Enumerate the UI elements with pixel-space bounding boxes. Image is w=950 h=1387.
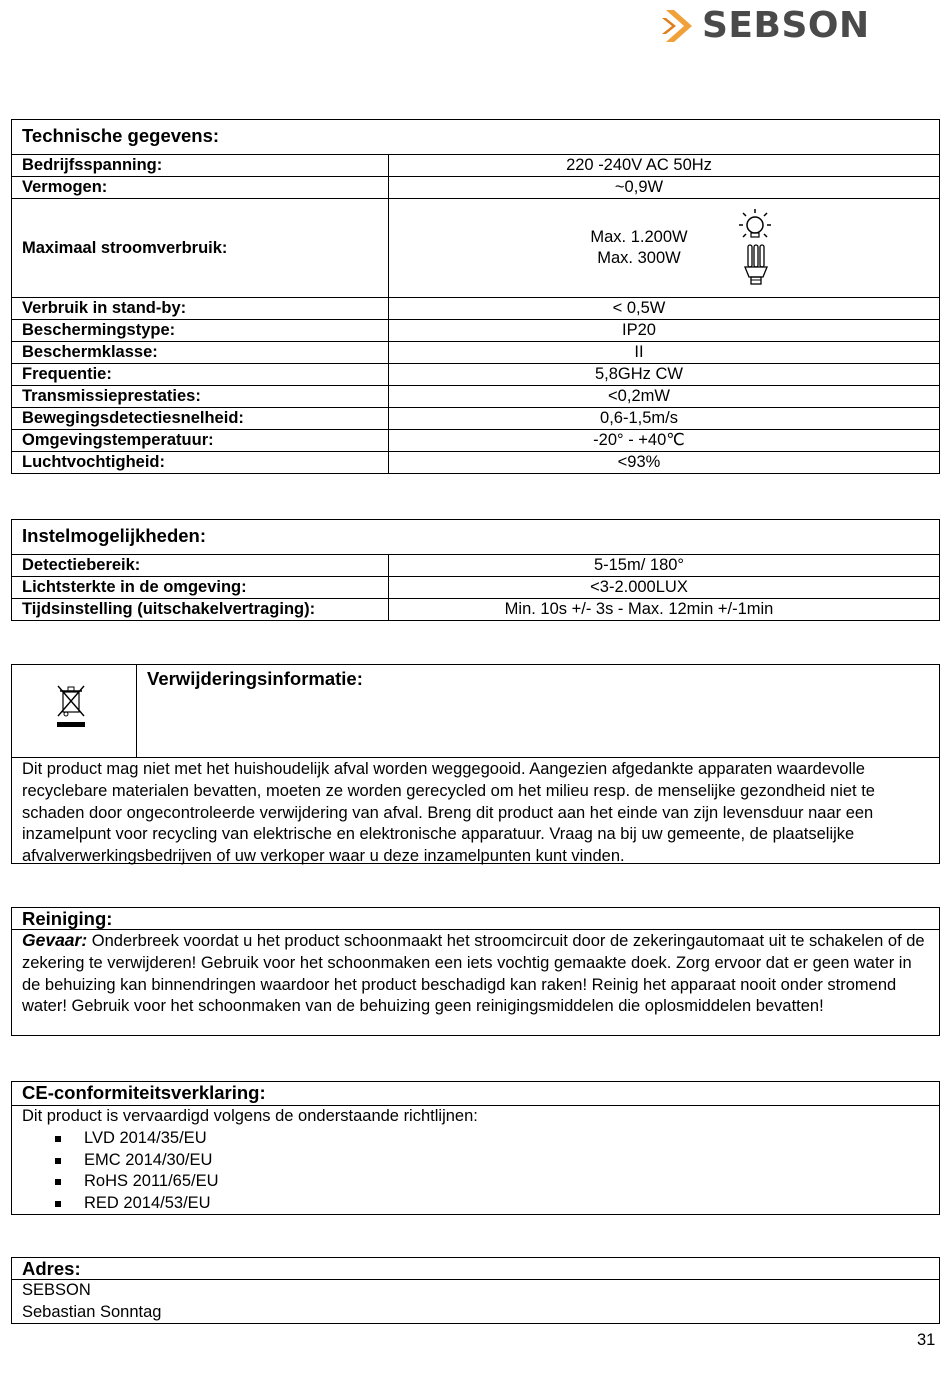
- setting-value: 5-15m/ 180°: [389, 555, 940, 577]
- ce-box: [11, 1081, 940, 1215]
- table-row: [12, 364, 940, 386]
- disposal-divider: [12, 757, 939, 758]
- cleaning-warning-label: Gevaar:: [22, 930, 88, 950]
- table-row-max-consumption: [12, 199, 940, 298]
- technical-title: Technische gegevens:: [22, 125, 220, 146]
- cleaning-paragraph: [12, 930, 939, 1018]
- ce-title: CE-conformiteitsverklaring:: [22, 1082, 266, 1103]
- table-row: [12, 386, 940, 408]
- technical-title-box: [11, 119, 940, 154]
- spec-value: IP20: [389, 320, 940, 342]
- list-item: RoHS 2011/65/EU: [53, 1171, 939, 1193]
- list-item: LVD 2014/35/EU: [53, 1128, 939, 1150]
- setting-label: Tijdsinstelling (uitschakelvertraging):: [12, 599, 389, 621]
- weee-bin-icon: [54, 682, 88, 730]
- address-title: Adres:: [22, 1258, 81, 1279]
- table-row: [12, 555, 940, 577]
- page-number: 31: [917, 1331, 936, 1349]
- table-row: [12, 599, 940, 621]
- spec-value-max: [389, 199, 940, 298]
- spec-label: Beschermklasse:: [12, 342, 389, 364]
- setting-value: <3-2.000LUX: [389, 577, 940, 599]
- setting-label: Detectiebereik:: [12, 555, 389, 577]
- spec-value: ~0,9W: [389, 177, 940, 199]
- settings-title: Instelmogelijkheden:: [22, 525, 207, 546]
- list-item: RED 2014/53/EU: [53, 1193, 939, 1215]
- table-row: [12, 298, 940, 320]
- technical-table: [11, 154, 940, 474]
- spec-label: Bewegingsdetectiesnelheid:: [12, 408, 389, 430]
- logo-wordmark: SEBSON: [702, 5, 870, 46]
- list-item: EMC 2014/30/EU: [53, 1150, 939, 1172]
- cleaning-text: Onderbreek voordat u het product schoonmaakt het stroomcircuit door de zekeringautomaat uit te schakelen of de zekering te verwijderen! Gebruik voor het schoonmaken een iets vochtig gemaakte doek. Zorg ervoor dat er geen water in de behuizing kan binnendringen waardoor het product beschadigd kan raken! Reinig het apparaat nooit onder stromend water! Gebruik voor het schoonmaken van de behuizing geen reinigingsmiddelen die oplosmiddelen bevatten!: [22, 932, 925, 1016]
- cleaning-title: Reiniging:: [22, 908, 113, 929]
- chevron-logo-icon: [660, 6, 700, 46]
- table-row: [12, 408, 940, 430]
- spec-label: Beschermingstype:: [12, 320, 389, 342]
- table-row: [12, 452, 940, 474]
- table-row: [12, 342, 940, 364]
- spec-label: Luchtvochtigheid:: [12, 452, 389, 474]
- spec-label: Maximaal stroomverbruik:: [12, 199, 389, 298]
- max-value-lamp: Max. 300W: [597, 249, 681, 267]
- address-box: [11, 1257, 940, 1324]
- table-row: [12, 177, 940, 199]
- settings-table: [11, 554, 940, 621]
- spec-label: Bedrijfsspanning:: [12, 155, 389, 177]
- spec-value: <93%: [389, 452, 940, 474]
- sebson-logo: [660, 6, 880, 46]
- max-value-bulb: Max. 1.200W: [590, 228, 688, 246]
- table-row: [12, 577, 940, 599]
- spec-label: Verbruik in stand-by:: [12, 298, 389, 320]
- address-line: Sebastian Sonntag: [22, 1302, 162, 1321]
- spec-value: 0,6-1,5m/s: [389, 408, 940, 430]
- table-row: [12, 430, 940, 452]
- setting-value: Min. 10s +/- 3s - Max. 12min +/-1min: [389, 599, 940, 621]
- spec-label: Vermogen:: [12, 177, 389, 199]
- spec-value: < 0,5W: [389, 298, 940, 320]
- spec-value: II: [389, 342, 940, 364]
- address-line: SEBSON: [22, 1281, 91, 1299]
- spec-label: Transmissieprestaties:: [12, 386, 389, 408]
- spec-value: 5,8GHz CW: [389, 364, 940, 386]
- spec-label: Frequentie:: [12, 364, 389, 386]
- cleaning-box: [11, 907, 940, 1036]
- table-row: [12, 320, 940, 342]
- settings-title-box: [11, 519, 940, 554]
- energy-saving-lamp-icon: [735, 243, 775, 293]
- spec-label: Omgevingstemperatuur:: [12, 430, 389, 452]
- disposal-title: Verwijderingsinformatie:: [147, 668, 363, 689]
- disposal-box: [11, 664, 940, 864]
- ce-directive-list: [12, 1128, 939, 1215]
- ce-intro: Dit product is vervaardigd volgens de onderstaande richtlijnen:: [22, 1107, 478, 1125]
- disposal-icon-cell: [12, 665, 137, 757]
- table-row: [12, 155, 940, 177]
- spec-value: -20° - +40℃: [389, 430, 940, 452]
- disposal-text: Dit product mag niet met het huishoudelijk afval worden weggegooid. Aangezien afgedankte apparaten waardevolle recyclebare materialen bevatten, moeten ze worden gerecycled om het milieu resp. de menselijke gezondheid niet te schaden door ongecontroleerde verwijdering van afval. Breng dit product aan het einde van zijn levensduur naar een inzamelpunt voor recycling van elektrische en elektronische apparatuur. Vraag na bij uw gemeente, de plaatselijke afvalverwerkingsbedrijven of uw verkoper waar u deze inzamelpunten kunt vinden.: [22, 760, 875, 866]
- spec-value: <0,2mW: [389, 386, 940, 408]
- spec-value: 220 -240V AC 50Hz: [389, 155, 940, 177]
- setting-label: Lichtsterkte in de omgeving:: [12, 577, 389, 599]
